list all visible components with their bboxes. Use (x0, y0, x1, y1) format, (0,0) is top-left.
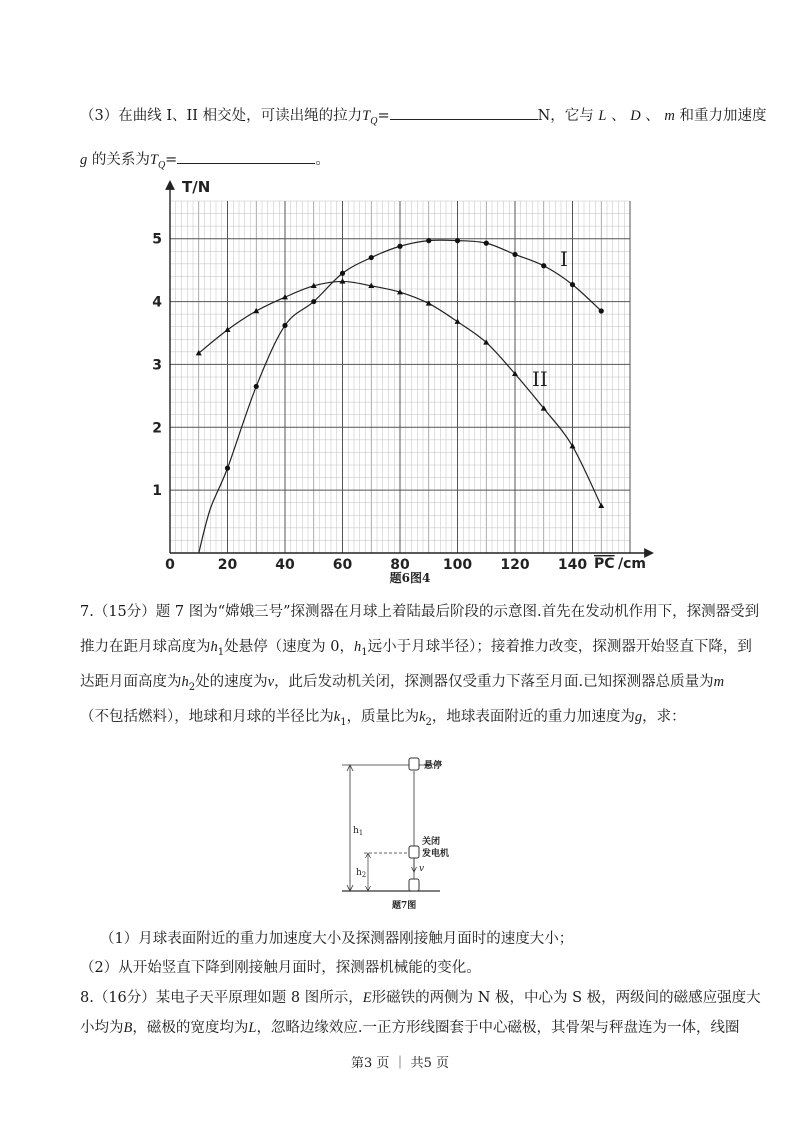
q7-line4d: ，求： (642, 709, 686, 725)
q8-line1a: 8.（16分）某电子天平原理如题 8 图所示， (80, 990, 363, 1006)
point-I (282, 323, 287, 328)
q3-unit-text: N，它与 (537, 108, 594, 124)
h2-symbol: h (181, 674, 189, 690)
E-symbol: E (362, 990, 372, 1006)
q7-sub-1 (100, 929, 573, 949)
point-I (512, 252, 517, 257)
h1-sub: 1 (217, 646, 225, 658)
q7-line4b: ，质量比为 (346, 709, 420, 725)
point-I (254, 384, 259, 389)
q7-line2c: 远小于月球半径）；接着推力改变，探测器开始竖直下降，到 (367, 639, 752, 655)
fig7-caption: 题7图 (392, 901, 417, 911)
point-I (397, 244, 402, 249)
h2-sub: 2 (188, 681, 196, 693)
tq-subscript: Q (370, 115, 378, 127)
q3-label: （3）在曲线 I、II 相交处，可读出绳的拉力 (80, 108, 363, 124)
x-tick-label: 120 (500, 557, 530, 573)
h1-sub-2: 1 (361, 646, 368, 658)
sep-2: 、 (645, 108, 660, 124)
q7-sub2-text: （2）从开始竖直下降到刚接触月面时，探测器机械能的变化。 (80, 960, 481, 976)
figure-7-diagram (330, 755, 490, 915)
g-symbol: g (634, 709, 643, 725)
q7-line-1 (80, 602, 759, 622)
h1-symbol: h (210, 639, 218, 655)
q7-line2a: 推力在距月球高度为 (80, 639, 211, 655)
q3-end: 。 (315, 152, 330, 168)
x-axis-label-overline: PC (594, 556, 615, 572)
x-axis-label-unit: /cm (618, 556, 646, 572)
point-I (599, 308, 604, 313)
point-I (484, 241, 489, 246)
x-tick-label: 140 (557, 557, 588, 573)
q8-line2a: 小均为 (80, 1020, 124, 1036)
tq-answer-blank (390, 105, 538, 120)
point-I (340, 271, 345, 276)
k2-symbol: k (419, 709, 426, 725)
fig7-off-label-2: 发电机 (422, 849, 450, 859)
point-I (225, 466, 230, 471)
q7-line3a: 达距月面高度为 (80, 674, 182, 690)
q8-line-2 (80, 1018, 740, 1038)
v-symbol: v (267, 674, 275, 690)
sep-1: 、 (611, 108, 626, 124)
x-tick-label: 80 (390, 557, 410, 573)
fig7-probe-top (409, 758, 419, 770)
page-footer: 第3 页 ｜ 共5 页 (350, 1056, 450, 1071)
tq-symbol: T (362, 108, 371, 124)
point-II (455, 318, 461, 323)
axes (170, 182, 652, 553)
chart-caption: 题6图4 (389, 571, 431, 585)
q7-line-2 (80, 637, 752, 663)
fig7-h2-label: $h_2$ (356, 868, 367, 879)
fig7-h1-label: $h_1$ (353, 826, 364, 837)
x-tick-label: 20 (217, 557, 238, 573)
x-tick-label: 60 (332, 557, 353, 573)
fig7-velocity-arrow (412, 859, 417, 872)
B-symbol: B (123, 1020, 133, 1036)
h1-symbol-2: h (353, 639, 362, 655)
x-tick-label: 0 (165, 557, 175, 573)
series-label-II: II (532, 367, 548, 391)
point-II (225, 327, 231, 332)
q8-line2b: ，磁极的宽度均为 (132, 1020, 249, 1036)
point-I (541, 263, 546, 268)
k1-symbol: k (333, 709, 341, 725)
symbol-g: g (80, 152, 88, 168)
q7-line4c: ，地球表面附近的重力加速度为 (431, 709, 635, 725)
fig7-off-label-1: 关闭 (422, 837, 441, 847)
symbol-D: D (630, 108, 641, 124)
q7-line3b: 处的速度为 (195, 674, 268, 690)
fig7-probe-mid (409, 846, 419, 858)
L-symbol: L (248, 1020, 257, 1036)
fig7-v-label: v (419, 864, 425, 874)
q8-line-1 (80, 988, 761, 1008)
point-I (311, 299, 316, 304)
point-I (369, 255, 374, 260)
q7-line2b: 处悬停（速度为 0， (224, 639, 354, 655)
q7-line3c: ，此后发动机关闭，探测器仅受重力下落至月面.已知探测器总质量为 (274, 674, 714, 690)
point-II (598, 503, 604, 508)
q7-intro: 7.（15分）题 7 图为“嫦娥三号”探测器在月球上着陆最后阶段的示意图.首先在发动机作用下，探测器受到 (80, 604, 760, 620)
y-tick-label: 2 (152, 420, 162, 437)
relation-answer-blank (177, 149, 315, 164)
point-I (455, 238, 460, 243)
symbol-L: L (598, 108, 607, 124)
q8-line2c: ，忽略边缘效应.一正方形线圈套于中心磁极，其骨架与秤盘连为一体，线圈 (256, 1020, 740, 1036)
k2-sub: 2 (425, 716, 432, 728)
y-tick-label: 1 (152, 483, 162, 500)
tension-chart (140, 168, 660, 588)
tq-equals-2: = (165, 152, 178, 168)
x-tick-label: 100 (442, 557, 473, 573)
y-axis-label: T/N (182, 178, 211, 196)
q7-sub-2 (80, 958, 481, 978)
y-tick-label: 3 (152, 357, 162, 374)
y-tick-label: 5 (152, 231, 162, 248)
m-symbol: m (713, 674, 725, 690)
point-I (570, 282, 575, 287)
q3-line-1 (80, 105, 767, 132)
q3-tail: 和重力加速度 (679, 108, 767, 124)
q3-rel: 的关系为 (91, 152, 150, 168)
q7-sub1-text: （1）月球表面附近的重力加速度大小及探测器刚接触月面时的速度大小； (100, 931, 574, 947)
q7-line-4 (80, 707, 686, 733)
tq-equals: = (377, 108, 390, 124)
tq-symbol-2: T (149, 152, 158, 168)
q8-line1b: 形磁铁的两侧为 N 极，中心为 S 极，两级间的磁感应强度大 (371, 990, 761, 1006)
fig7-hover-label: 悬停 (424, 761, 443, 771)
k1-sub: 1 (340, 716, 347, 728)
fig7-probe-bottom (409, 879, 419, 891)
q7-line-3 (80, 672, 724, 698)
point-I (426, 238, 431, 243)
symbol-m: m (664, 108, 675, 124)
y-tick-label: 4 (152, 294, 162, 311)
q7-line4a: （不包括燃料），地球和月球的半径比为 (80, 709, 334, 725)
x-tick-label: 40 (275, 557, 295, 573)
series-label-I: I (560, 247, 568, 271)
tq-subscript-2: Q (157, 159, 166, 171)
